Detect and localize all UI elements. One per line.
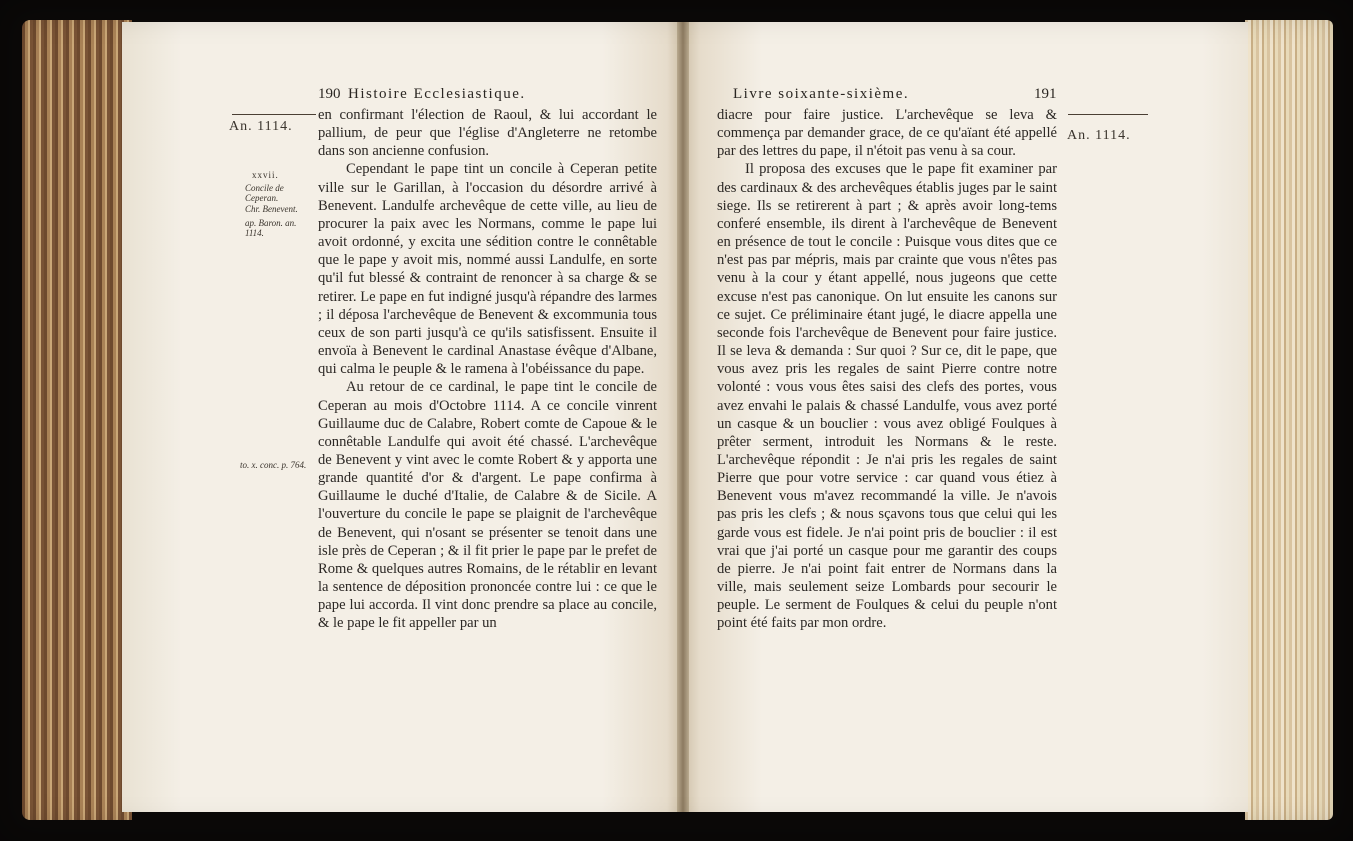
left-running-head: Histoire Ecclesiastique. bbox=[348, 86, 526, 102]
right-page-text bbox=[717, 106, 1057, 633]
left-margin-source-3: to. x. conc. p. 764. bbox=[240, 460, 307, 470]
left-margin-source-2: ap. Baron. an. 1114. bbox=[245, 218, 297, 238]
book-edge-left bbox=[22, 20, 132, 820]
right-page-number: 191 bbox=[1034, 86, 1057, 102]
right-running-head: Livre soixante-sixième. bbox=[733, 86, 910, 102]
paragraph: en confirmant l'élection de Raoul, & lui accordant le pallium, de peur que l'église d'Angleterre ne retombe dans son ancienne confusion. bbox=[318, 107, 657, 160]
paragraph: Au retour de ce cardinal, le pape tint le concile de Ceperan au mois d'Octobre 1114. A ce concile vinrent Guillaume duc de Calabre, Robert comte de Capoue & le connêtable Landulfe qui avoit été chassé. L'archevêque de Benevent y vint avec le comte Robert & y apporta une grande quantité d'or & d'argent. Le pape confirma à Guillaume le duché d'Italie, de Calabre & de Sicile. A l'ouverture du concile le pape se plaignit de l'archevêque de Benevent, qui n'osant se présenter se tenoit dans une isle près de Ceperan ; & il fit prier le pape par le prefet de Rome & quelques autres Romains, de le rétablir en levant la sentence de déposition prononcée contre lui : ce que le pape lui accorda. Il vint donc prendre sa place au concile, & le pape le fit appeller par un bbox=[318, 379, 657, 632]
left-page-text bbox=[318, 106, 657, 633]
book-edge-right bbox=[1245, 20, 1333, 820]
paragraph: diacre pour faire justice. L'archevêque se leva & commença par demander grace, de ce qu'aïant été appellé par des lettres du pape, il n'étoit pas venu à sa cour. bbox=[717, 107, 1057, 160]
right-margin-year: An. 1114. bbox=[1067, 128, 1131, 143]
right-margin-rule bbox=[1068, 114, 1148, 115]
paragraph: Il proposa des excuses que le pape fit examiner par des cardinaux & des archevêques établis juges par le saint siege. Ils se retirerent à part ; & après avoir long-tems conferé ensemble, ils dirent à l'archevêque de Benevent en présence de tout le concile : Puisque vous dites que ce n'est pas par mépris, mais par crainte que vous n'êtes pas venu à la cour y étant appellé, nous jugeons que cette excuse n'est pas canonique. On lut ensuite les canons sur ce sujet. Ce préliminaire étant jugé, le diacre appella une seconde fois l'archevêque de Benevent pour faire justice. Il se leva & demanda : Sur quoi ? Sur ce, dit le pape, que vous avez pris les regales de saint Pierre contre notre volonté : vous vous êtes saisi des clefs des portes, vous avez envahi le palais & chassé Landulfe, vous avez porté un casque & un bouclier : vous avez obligé Foulques à prêter serment, introduit les Normans & le reste. L'archevêque répondit : Je n'ai pris les regales de saint Pierre que pour votre service : car quand vous étiez à Benevent vous m'avez recommandé la ville. Je n'avois pas pris les clefs ; & nous sçavons tous que celui qui les garde vous est fidele. Je n'ai point pris de bouclier : il est vrai que j'ai porté un casque pour me garantir des coups de pierre. Je n'ai point fait entrer de Normans dans la ville, mais seulement seize Lombards pour secourir le peuple. Le serment de Foulques & celui du peuple n'ont point été faits par mon ordre. bbox=[717, 161, 1057, 632]
book-gutter bbox=[677, 22, 689, 812]
left-margin-section: xxvii. bbox=[252, 170, 279, 180]
paragraph: Cependant le pape tint un concile à Ceperan petite ville sur le Garillan, à l'occasion du désordre arrivé à Benevent. Landulfe archevêque de cette ville, au lieu de procurer la paix avec les Normans, comme le pape lui avoit ordonné, y excita une sédition contre le connêtable que le pape y avoit mis, nommé aussi Landulfe, en sorte qu'il fut blessé & contraint de renoncer à sa charge & se retirer. Le pape en fut indigné jusqu'à répandre des larmes ; il déposa l'archevêque de Benevent & excommunia tous ceux de son parti jusqu'à ce qu'ils satisfissent. Ensuite il envoïa à Benevent le cardinal Anastase évêque d'Albane, qui calma le peuple & le ramena à l'obéissance du pape. bbox=[318, 161, 657, 378]
left-margin-rule bbox=[232, 114, 316, 115]
left-margin-year: An. 1114. bbox=[229, 119, 293, 134]
left-page-number: 190 bbox=[318, 86, 341, 102]
left-margin-section-title: Concile de Ceperan. bbox=[245, 183, 284, 203]
left-margin-source-1: Chr. Benevent. bbox=[245, 204, 298, 214]
